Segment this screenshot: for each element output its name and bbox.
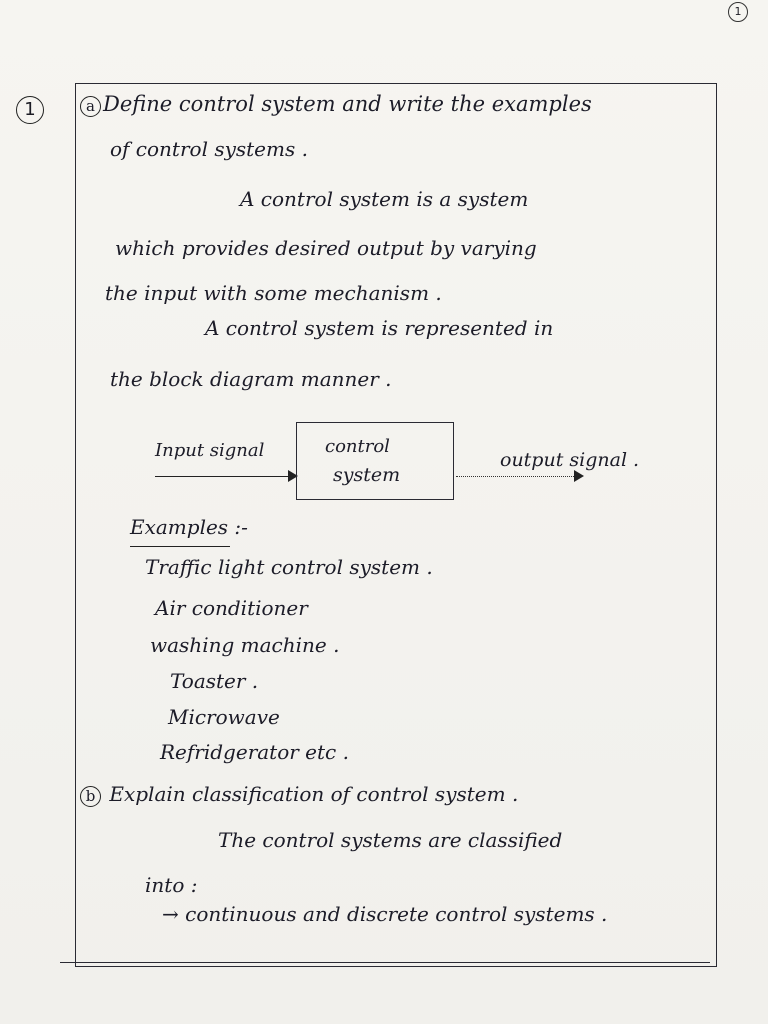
- part-a-question-text: Define control system and write the examples: [103, 92, 592, 116]
- examples-heading: Examples :-: [130, 515, 248, 539]
- part-a-question-line2: of control systems .: [110, 137, 308, 161]
- examples-underline: [130, 546, 230, 547]
- part-b-answer-line3: → continuous and discrete control systems .: [162, 902, 608, 926]
- page-number: 1: [728, 2, 748, 22]
- bottom-rule: [60, 962, 710, 963]
- example-item-4: Toaster .: [170, 669, 259, 693]
- part-b-answer-line2: into :: [145, 873, 198, 897]
- input-arrow-line: [155, 476, 290, 477]
- answer-line-2: which provides desired output by varying: [115, 236, 537, 260]
- example-item-3: washing machine .: [150, 633, 340, 657]
- part-b-label: b: [80, 786, 101, 807]
- answer-line-1: A control system is a system: [240, 187, 529, 211]
- question-number: 1: [16, 96, 44, 124]
- part-b-answer-line1: The control systems are classified: [218, 828, 563, 852]
- control-system-block: [296, 422, 454, 500]
- example-item-1: Traffic light control system .: [145, 555, 433, 579]
- output-arrow-line: [456, 476, 578, 477]
- output-arrow-head-icon: [574, 470, 584, 482]
- answer-line-5: the block diagram manner .: [110, 367, 392, 391]
- part-b-question-text: Explain classification of control system .: [109, 782, 519, 806]
- block-label-line1: control: [325, 436, 390, 457]
- part-a-label: a: [80, 96, 101, 117]
- answer-line-4: A control system is represented in: [205, 316, 554, 340]
- diagram-output-label: output signal .: [500, 449, 640, 471]
- example-item-2: Air conditioner: [155, 596, 308, 620]
- block-label-line2: system: [333, 464, 401, 486]
- example-item-5: Microwave: [168, 705, 280, 729]
- answer-line-3: the input with some mechanism .: [105, 281, 442, 305]
- example-item-6: Refridgerator etc .: [160, 740, 349, 764]
- diagram-input-label: Input signal: [155, 440, 265, 461]
- part-a-question-line1: [80, 92, 592, 117]
- part-b-question: [80, 782, 518, 807]
